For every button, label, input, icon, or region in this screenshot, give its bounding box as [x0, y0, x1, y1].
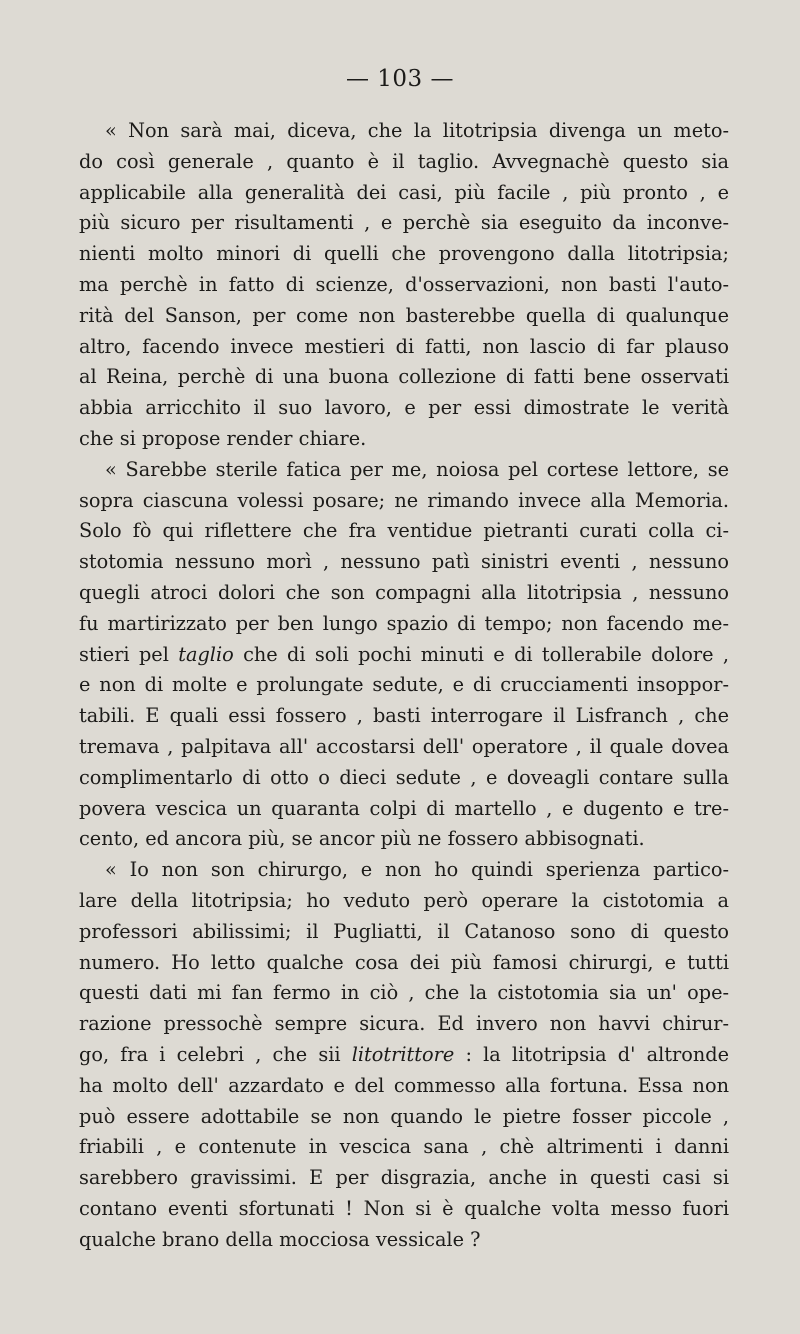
text-line: questi dati mi fan fermo in ciò , che la cistotomia sia un' ope-	[79, 981, 729, 1005]
text-line: ha molto dell' azzardato e del commesso alla fortuna. Essa non	[79, 1073, 729, 1097]
text-line: « Sarebbe sterile fatica per me, noiosa pel cortese lettore, se	[105, 457, 729, 481]
text-line: fu martirizzato per ben lungo spazio di tempo; non facendo me-	[79, 611, 729, 635]
text-line: applicabile alla generalità dei casi, più facile , più pronto , e	[79, 180, 729, 204]
text-line: stieri pel taglio che di soli pochi minuti e di tollerabile dolore ,	[79, 642, 729, 666]
text-line: al Reina, perchè di una buona collezione di fatti bene osservati	[79, 365, 729, 389]
text-line: e non di molte e prolungate sedute, e di crucciamenti insoppor-	[79, 673, 729, 697]
text-line: più sicuro per risultamenti , e perchè sia eseguito da inconve-	[79, 211, 729, 235]
paragraph-3	[79, 855, 729, 1255]
text-line: tremava , palpitava all' accostarsi dell' operatore , il quale dovea	[79, 734, 729, 758]
text-line: qualche brano della mocciosa vessicale ?	[79, 1227, 481, 1251]
text-line: che si propose render chiare.	[79, 426, 367, 450]
text-line: go, fra i celebri , che sii litotrittore : la litotripsia d' altronde	[79, 1042, 729, 1066]
text-line: nienti molto minori di quelli che provengono dalla litotripsia;	[79, 242, 729, 266]
text-line: « Non sarà mai, diceva, che la litotripsia divenga un meto-	[105, 119, 729, 142]
text-line: altro, facendo invece mestieri di fatti, non lascio di far plauso	[79, 334, 729, 358]
text-line: può essere adottabile se non quando le pietre fosser piccole ,	[79, 1104, 729, 1128]
text-line: complimentarlo di otto o dieci sedute , e doveagli contare sulla	[79, 765, 729, 789]
text-line: Solo fò qui riflettere che fra ventidue pietranti curati colla ci-	[79, 519, 729, 543]
text-line: professori abilissimi; il Pugliatti, il Catanoso sono di questo	[79, 919, 729, 943]
text-line: stotomia nessuno morì , nessuno patì sinistri eventi , nessuno	[79, 550, 729, 574]
text-line: sopra ciascuna volessi posare; ne rimando invece alla Memoria.	[79, 488, 729, 512]
page-number: — 103 —	[345, 66, 455, 92]
text-line: ma perchè in fatto di scienze, d'osservazioni, non basti l'auto-	[79, 272, 729, 296]
text-line: sarebbero gravissimi. E per disgrazia, anche in questi casi si	[79, 1166, 729, 1190]
body-text	[79, 116, 729, 1255]
text-line: abbia arricchito il suo lavoro, e per essi dimostrate le verità	[79, 396, 729, 420]
text-line: quegli atroci dolori che son compagni alla litotripsia , nessuno	[79, 580, 729, 604]
paragraph-2	[79, 455, 729, 855]
text-line: lare della litotripsia; ho veduto però operare la cistotomia a	[79, 888, 729, 912]
paragraph-1	[79, 116, 729, 455]
text-line: tabili. E quali essi fossero , basti interrogare il Lisfranch , che	[79, 704, 729, 728]
text-line: friabili , e contenute in vescica sana , chè altrimenti i danni	[79, 1135, 729, 1159]
text-line: razione pressochè sempre sicura. Ed invero non havvi chirur-	[79, 1012, 729, 1036]
text-line: contano eventi sfortunati ! Non si è qualche volta messo fuori	[79, 1196, 729, 1220]
text-line: do così generale , quanto è il taglio. Avvegnachè questo sia	[79, 149, 729, 173]
text-line: cento, ed ancora più, se ancor più ne fossero abbisognati.	[79, 827, 645, 851]
text-line: rità del Sanson, per come non basterebbe quella di qualunque	[79, 303, 729, 327]
text-line: povera vescica un quaranta colpi di martello , e dugento e tre-	[79, 796, 729, 820]
text-line: numero. Ho letto qualche cosa dei più famosi chirurgi, e tutti	[79, 950, 729, 974]
text-line: « Io non son chirurgo, e non ho quindi sperienza partico-	[105, 858, 729, 882]
